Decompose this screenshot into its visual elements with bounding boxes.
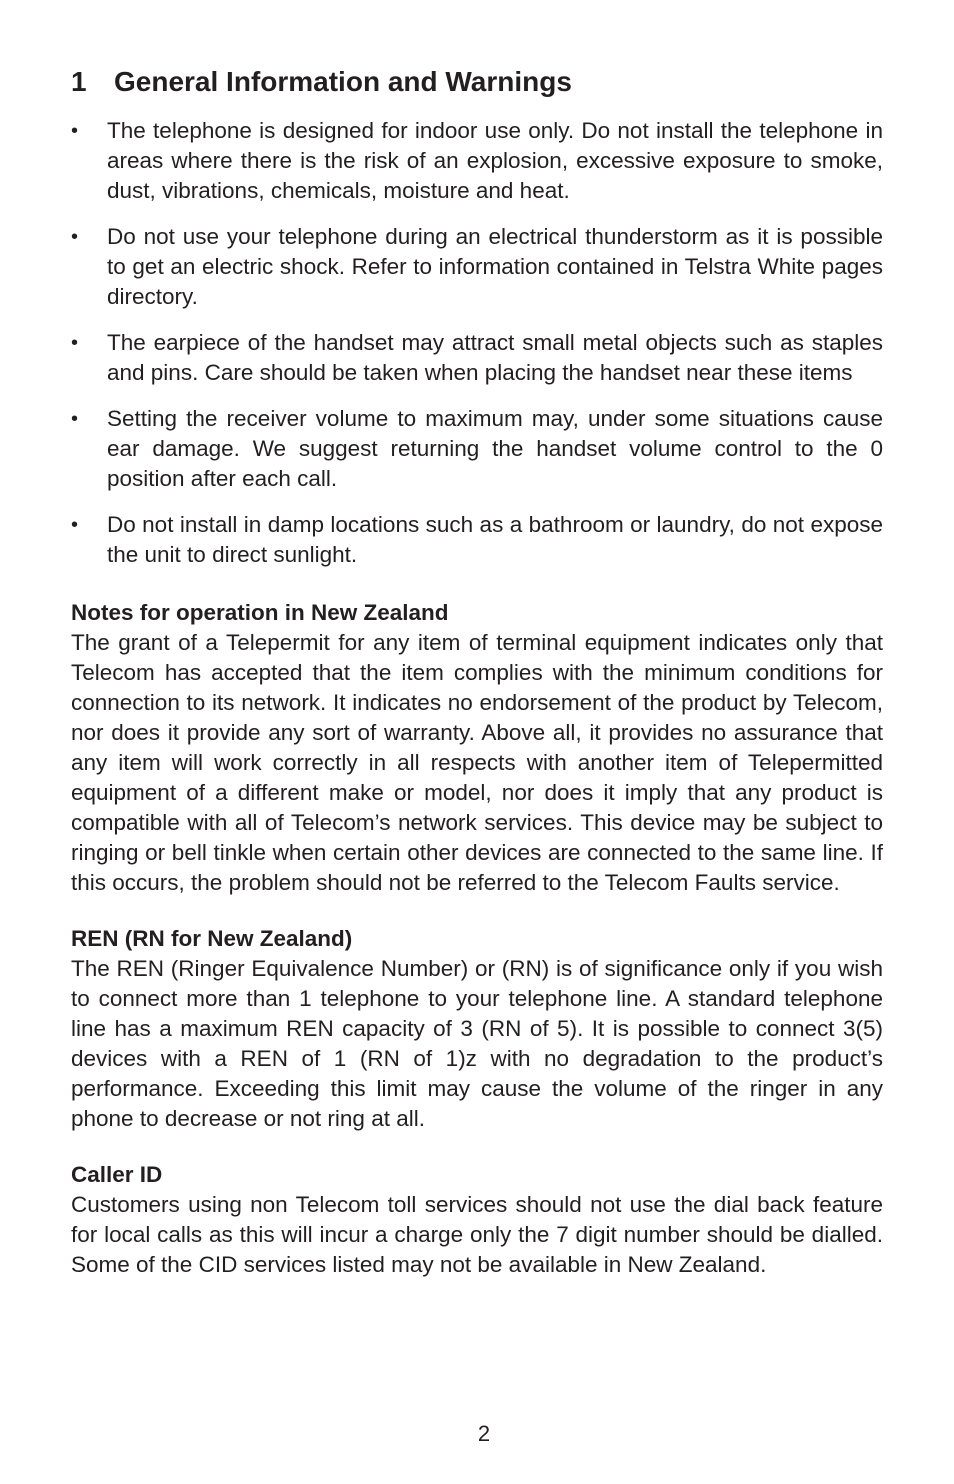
bullet-icon: • [71,408,79,430]
section-heading [71,64,883,100]
nz-notes-title: Notes for operation in New Zealand [71,600,449,625]
nz-notes-body: The grant of a Telepermit for any item of terminal equipment indicates only that Telecom has accepted that the item complies with the minimum conditions for connection to its network. It indicates no endorsement of the product by Telecom, nor does it provide any sort of warranty. Above all, it provides no assurance that any item will work correctly in all respects with another item of Telepermitted equipment of a different make or model, nor does it imply that any product is compatible with all of Telecom’s network services. This device may be subject to ringing or bell tinkle when certain other devices are connected to the same line. If this occurs, the problem should not be referred to the Telecom Faults service. [71,630,883,895]
list-item [71,404,883,494]
list-item [71,328,883,388]
bullet-icon: • [71,514,79,536]
caller-id-body: Customers using non Telecom toll services should not use the dial back feature for local calls as this will incur a charge only the 7 digit number should be dialled. Some of the CID services listed may not be available in New Zealand. [71,1192,883,1277]
list-item-text: The telephone is designed for indoor use only. Do not install the telephone in areas where there is the risk of an explosion, excessive exposure to smoke, dust, vibrations, chemicals, moisture and heat. [107,118,883,203]
warning-list [71,116,883,570]
list-item [71,222,883,312]
bullet-icon: • [71,120,79,142]
list-item [71,510,883,570]
ren-section [71,924,883,1134]
list-item-text: Setting the receiver volume to maximum may, under some situations cause ear damage. We suggest returning the handset volume control to the 0 position after each call. [107,406,883,491]
ren-title: REN (RN for New Zealand) [71,926,353,951]
section-title: General Information and Warnings [114,66,572,97]
caller-id-title: Caller ID [71,1162,163,1187]
list-item-text: Do not use your telephone during an electrical thunderstorm as it is possible to get an electric shock. Refer to information contained in Telstra White pages directory. [107,224,883,309]
section-number: 1 [71,66,87,97]
nz-notes-section [71,598,883,898]
page-number: 2 [477,1421,491,1446]
list-item-text: The earpiece of the handset may attract small metal objects such as staples and pins. Care should be taken when placing the handset near these items [107,330,883,385]
bullet-icon: • [71,332,79,354]
document-page [71,64,883,1280]
caller-id-section [71,1160,883,1280]
bullet-icon: • [71,226,79,248]
ren-body: The REN (Ringer Equivalence Number) or (RN) is of significance only if you wish to connect more than 1 telephone to your telephone line. A standard telephone line has a maximum REN capacity of 3 (RN of 5). It is possible to connect 3(5) devices with a REN of 1 (RN of 1)z with no degradation to the product’s performance. Exceeding this limit may cause the volume of the ringer in any phone to decrease or not ring at all. [71,956,883,1131]
list-item [71,116,883,206]
list-item-text: Do not install in damp locations such as a bathroom or laundry, do not expose the unit to direct sunlight. [107,512,883,567]
